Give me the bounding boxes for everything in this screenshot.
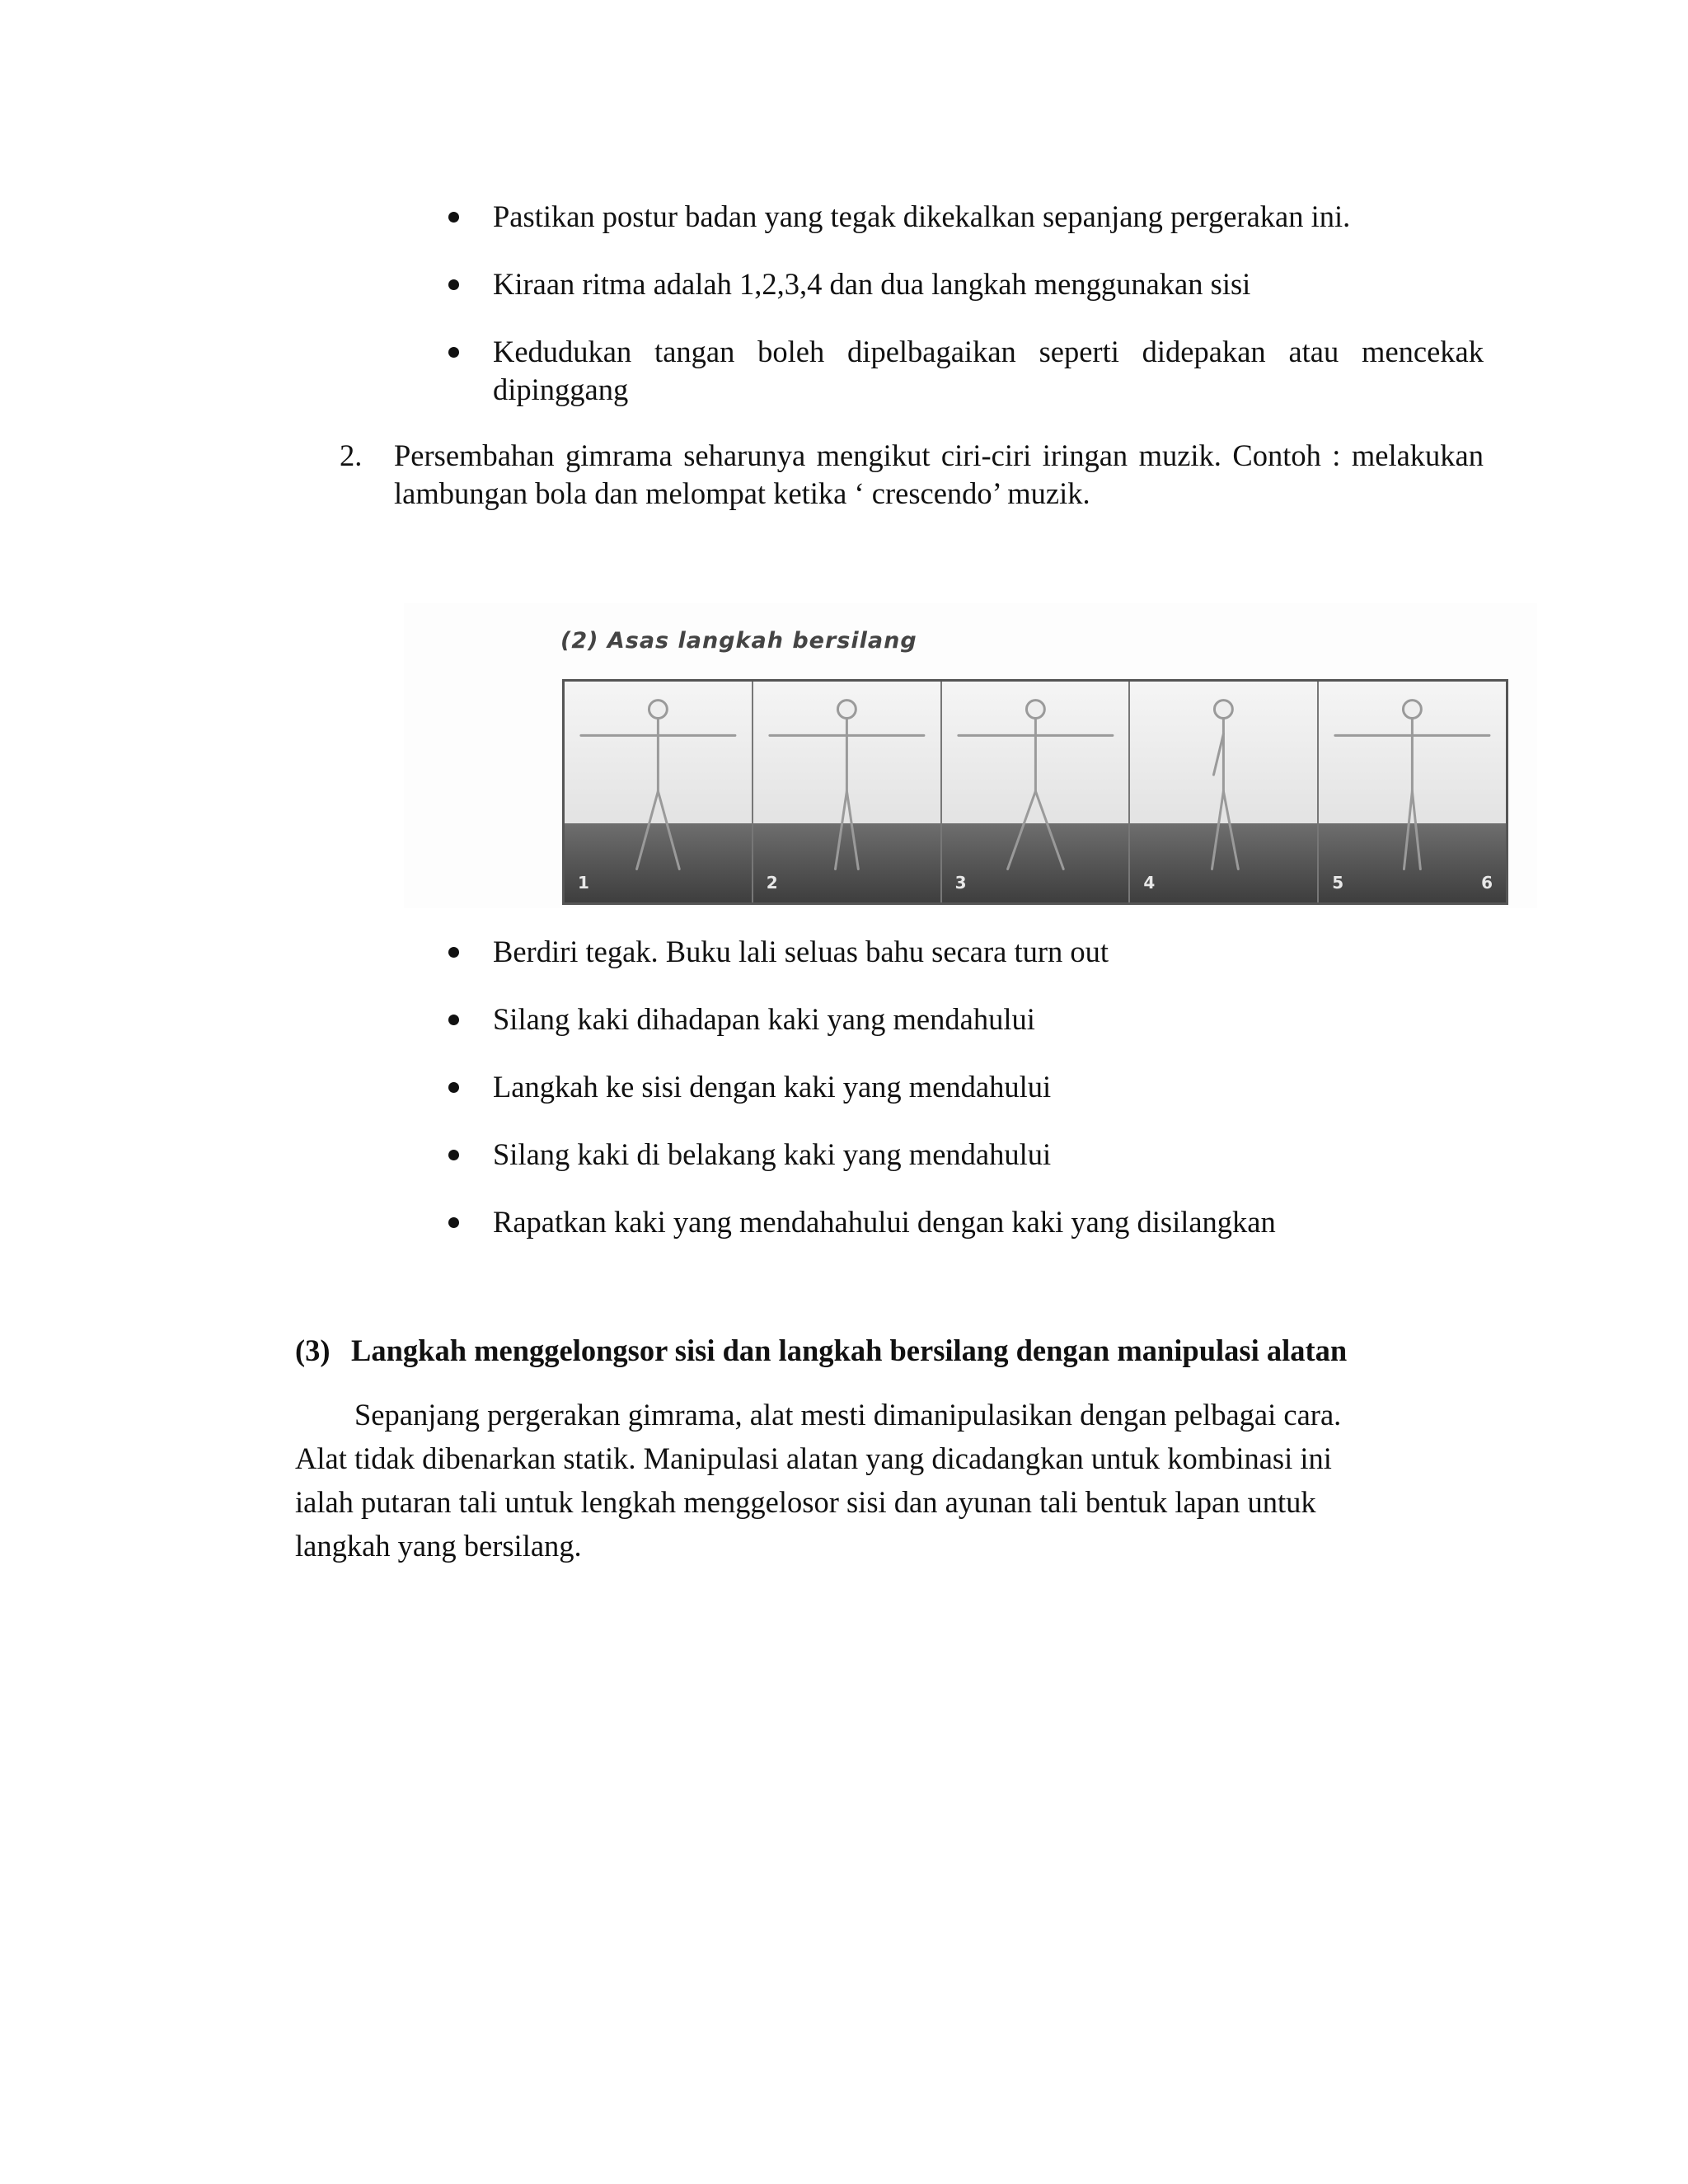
section-title: Langkah menggelongsor sisi dan langkah bersilang dengan manipulasi alatan [351, 1333, 1348, 1367]
photo-panel-1: 1 [565, 682, 753, 902]
list-item: Pastikan postur badan yang tegak dikekalkan sepanjang pergerakan ini. [437, 198, 1484, 236]
dancer-figure-icon [1130, 682, 1317, 902]
list-item: Langkah ke sisi dengan kaki yang mendahului [437, 1068, 1484, 1106]
figure-caption: (2) Asas langkah bersilang [560, 628, 917, 654]
bullet-icon [448, 1082, 459, 1093]
section-number: (3) [295, 1333, 331, 1367]
photo-panel-2: 2 [753, 682, 942, 902]
paragraph-line: Alat tidak dibenarkan statik. Manipulasi alatan yang dicadangkan untuk kombinasi ini [295, 1441, 1332, 1475]
dancer-figure-icon [753, 682, 940, 902]
section-paragraph [295, 1393, 1432, 1568]
list-item: Berdiri tegak. Buku lali seluas bahu secara turn out [437, 933, 1484, 971]
bullet-icon [448, 212, 459, 223]
bullet-list-top [437, 198, 1484, 438]
photo-panel-5: 5 6 [1319, 682, 1506, 902]
dancer-figure-icon [565, 682, 752, 902]
dancer-figure-icon [942, 682, 1129, 902]
dancer-figure-icon [1319, 682, 1506, 902]
photo-panel-3: 3 [942, 682, 1131, 902]
figure-photo-strip [404, 603, 1537, 908]
photo-strip [562, 679, 1508, 905]
list-item: Silang kaki dihadapan kaki yang mendahului [437, 1001, 1484, 1038]
list-item: Kedudukan tangan boleh dipelbagaikan seperti didepakan atau mencekak dipinggang [437, 333, 1484, 409]
numbered-item [340, 437, 1484, 513]
paragraph-line: langkah yang bersilang. [295, 1529, 582, 1563]
paragraph-line: Sepanjang pergerakan gimrama, alat mesti dimanipulasikan dengan pelbagai cara. [354, 1398, 1342, 1432]
bullet-icon [448, 1150, 459, 1160]
item-number: 2. [340, 438, 363, 472]
item-text: Persembahan gimrama seharunya mengikut ciri-ciri iringan muzik. Contoh : melakukan lambungan bola dan melompat ketika ‘ crescendo’ muzik. [394, 438, 1484, 510]
bullet-icon [448, 279, 459, 290]
bullet-list-bottom [437, 933, 1484, 1271]
bullet-icon [448, 1015, 459, 1025]
bullet-icon [448, 1217, 459, 1228]
bullet-icon [448, 347, 459, 358]
photo-panel-4: 4 [1130, 682, 1319, 902]
bullet-icon [448, 947, 459, 958]
section-heading [295, 1332, 1347, 1370]
list-item: Rapatkan kaki yang mendahahului dengan kaki yang disilangkan [437, 1203, 1484, 1241]
paragraph-line: ialah putaran tali untuk lengkah menggelosor sisi dan ayunan tali bentuk lapan untuk [295, 1485, 1316, 1519]
list-item: Silang kaki di belakang kaki yang mendahului [437, 1136, 1484, 1174]
list-item: Kiraan ritma adalah 1,2,3,4 dan dua langkah menggunakan sisi [437, 265, 1484, 303]
